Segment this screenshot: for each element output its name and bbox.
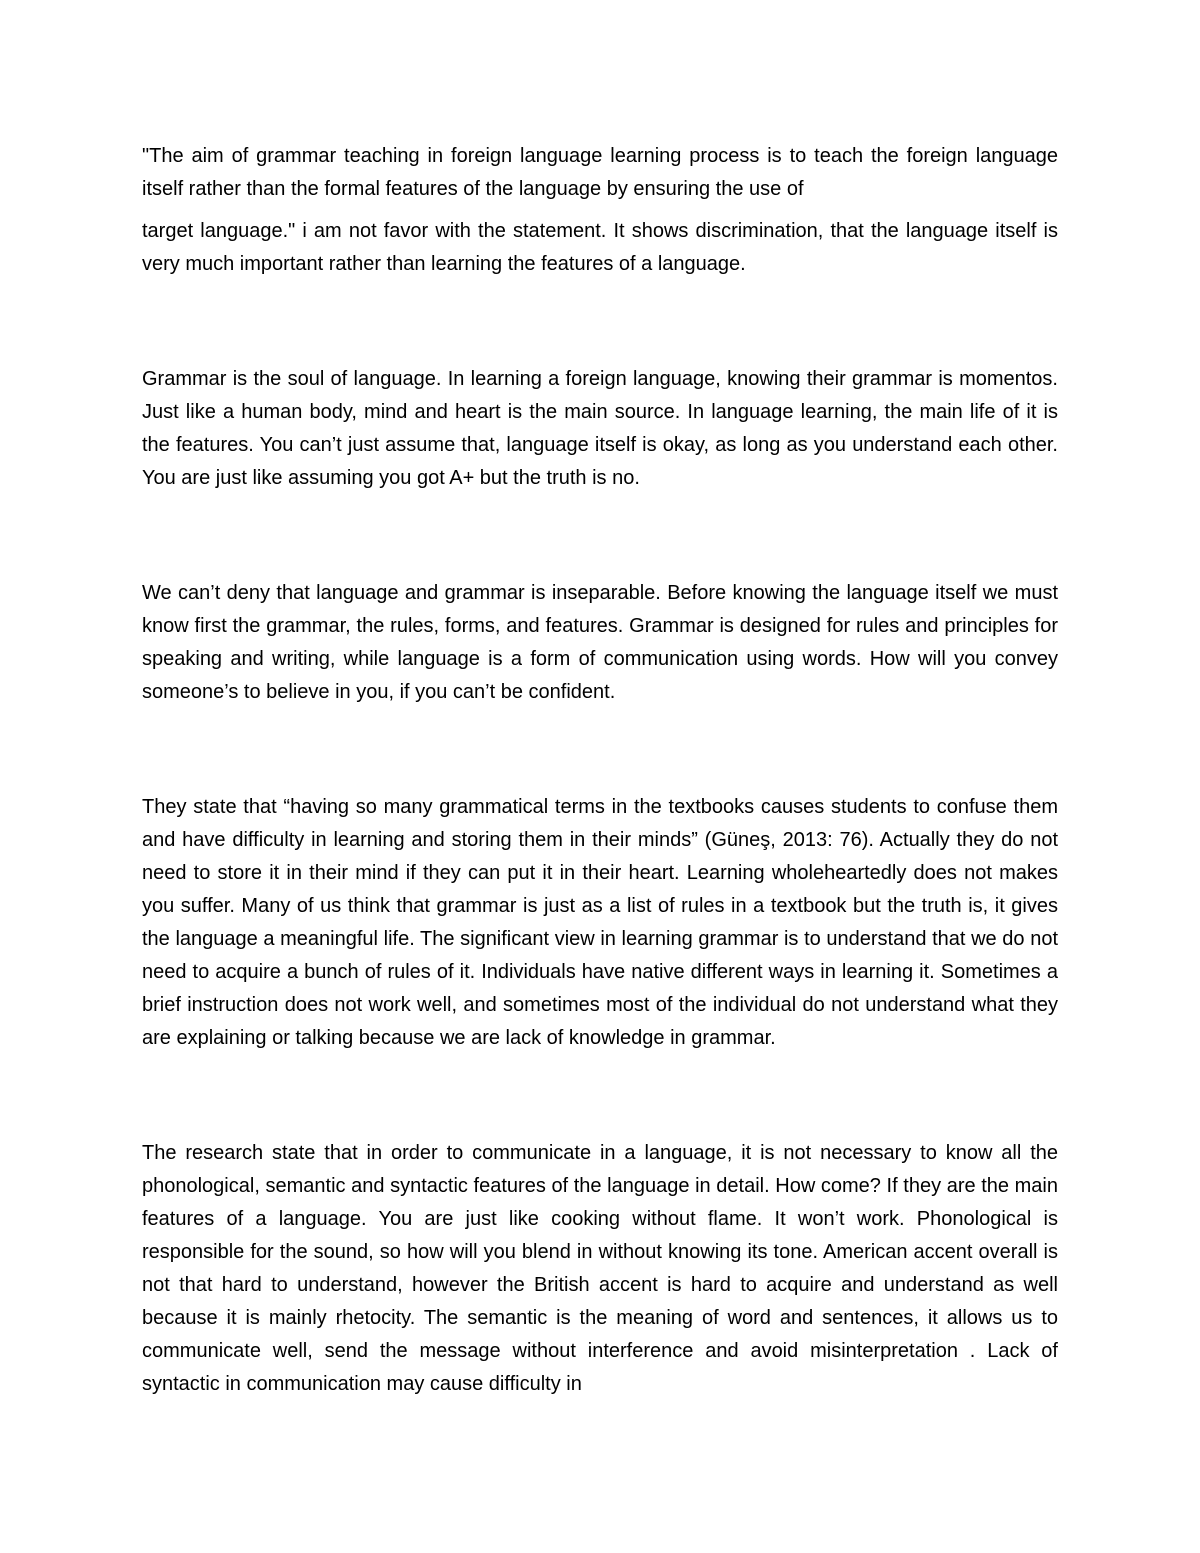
paragraph-inseparable: We can’t deny that language and grammar is inseparable. Before knowing the language itself we must know first the grammar, the rules, forms, and features. Grammar is designed for rules and principles for speaking and writing, while language is a form of communication using words. How will you convey someone’s to believe in you, if you can’t be confident. [142,582,1058,703]
paragraph-research: The research state that in order to communicate in a language, it is not necessary to know all the phonological, semantic and syntactic features of the language in detail. How come? If they are the main features of a language. You are just like cooking without flame. It won’t work. Phonological is responsible for the sound, so how will you blend in without knowing its tone. American accent overall is not that hard to understand, however the British accent is hard to acquire and understand as well because it is mainly rhetocity. The semantic is the meaning of word and sentences, it allows us to communicate well, send the message without interference and avoid misinterpretation . Lack of syntactic in communication may cause difficulty in [142,1142,1058,1395]
paragraph-quote: "The aim of grammar teaching in foreign language learning process is to teach the foreign language itself rather than the formal features of the language by ensuring the use of [142,145,1058,200]
document-body [142,140,1058,1401]
paragraph-grammar-soul: Grammar is the soul of language. In learning a foreign language, knowing their grammar is momentos. Just like a human body, mind and heart is the main source. In language learning, the main life of it is the features. You can’t just assume that, language itself is okay, as long as you understand each other. You are just like assuming you got A+ but the truth is no. [142,368,1058,489]
paragraph-opinion: target language." i am not favor with the statement. It shows discrimination, that the language itself is very much important rather than learning the features of a language. [142,220,1058,275]
paragraph-grammatical-terms: They state that “having so many grammatical terms in the textbooks causes students to confuse them and have difficulty in learning and storing them in their minds” (Güneş, 2013: 76). Actually they do not need to store it in their mind if they can put it in their heart. Learning wholeheartedly does not makes you suffer. Many of us think that grammar is just as a list of rules in a textbook but the truth is, it gives the language a meaningful life. The significant view in learning grammar is to understand that we do not need to acquire a bunch of rules of it. Individuals have native different ways in learning it. Sometimes a brief instruction does not work well, and sometimes most of the individual do not understand what they are explaining or talking because we are lack of knowledge in grammar. [142,796,1058,1049]
